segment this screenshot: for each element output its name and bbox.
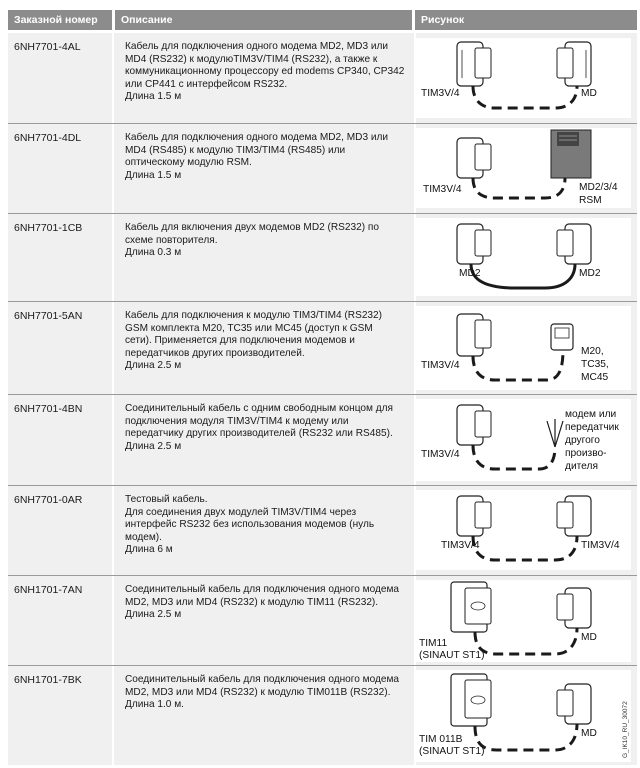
cable-picture: [415, 580, 631, 662]
right-label-4: произво-: [565, 448, 607, 459]
header-description: Описание: [115, 10, 412, 30]
connector-right-icon: [557, 588, 591, 628]
connector-left-icon: [457, 224, 491, 264]
description: Кабель для подключения к модулю TIM3/TIM4 (RS232) GSM комплекта M20, TC35 или MC45 (доступ к GSM сети). Применяется для подключения модемов и передатчиков других производителей. Длина 2.5 м: [125, 310, 383, 372]
right-label: модем или: [565, 409, 617, 420]
cable-line: [473, 536, 577, 560]
order-number: 6NH7701-4BN: [14, 403, 83, 415]
cable-picture: [415, 38, 631, 118]
order-number: 6NH1701-7BK: [14, 674, 82, 686]
cable-picture: [415, 399, 631, 481]
description: Кабель для подключения одного модема MD2, MD3 или MD4 (RS485) к модулю TIM3/TIM4 (RS485) или оптическому модулю RSM. Длина 1.5 м: [125, 132, 389, 181]
left-label: MD2: [459, 268, 481, 279]
description: Соединительный кабель для подключения одного модема MD2, MD3 или MD4 (RS232) к модулю TIM011B (RS232). Длина 1.0 м.: [125, 674, 400, 711]
right-label: MD: [581, 728, 597, 739]
cable-line: [473, 445, 555, 469]
right-label-2: TC35,: [581, 359, 609, 370]
cable-picture: [415, 128, 631, 208]
connector-left-icon: [457, 314, 491, 356]
description: Соединительный кабель для подключения одного модема MD2, MD3 или MD4 (RS232) к модулю TIM11 (RS232). Длина 2.5 м: [125, 584, 400, 621]
order-number: 6NH7701-1CB: [14, 222, 83, 234]
cable-line: [475, 724, 577, 750]
right-label-3: другого: [565, 435, 600, 446]
left-label: TIM11: [419, 638, 448, 649]
connector-right-icon: [557, 42, 591, 86]
order-number: 6NH7701-0AR: [14, 494, 83, 506]
cable-picture: [415, 218, 631, 296]
cable-line: [473, 86, 577, 108]
left-label-2: (SINAUT ST1): [419, 746, 485, 757]
order-number: 6NH7701-5AN: [14, 310, 83, 322]
right-label: MD2: [579, 268, 601, 279]
description: Кабель для включения двух модемов MD2 (RS232) по схеме повторителя. Длина 0.3 м: [125, 222, 379, 259]
connector-left-icon: [457, 405, 491, 445]
order-number: 6NH7701-4AL: [14, 41, 81, 53]
description: Соединительный кабель с одним свободным концом для подключения модуля TIM3V/TIM4 к модему или передатчику других производителей (RS232 или RS485). Длина 2.5 м: [125, 403, 394, 452]
cable-line: [475, 628, 577, 654]
order-number: 6NH7701-4DL: [14, 132, 82, 144]
left-label: TIM3V/4: [421, 449, 460, 460]
right-label: MD: [581, 632, 597, 643]
left-label: TIM 011B: [419, 734, 463, 745]
side-code-text: G_IK10_RU_30072: [622, 701, 629, 758]
right-label: M20,: [581, 346, 604, 357]
header-order-number: Заказной номер: [8, 10, 112, 30]
cable-line: [473, 178, 565, 198]
connector-right-icon: [557, 496, 591, 536]
right-label: TIM3V/4: [581, 540, 620, 551]
cable-line: [473, 350, 563, 380]
connector-right-icon: [557, 684, 591, 724]
connector-left-icon: [457, 496, 491, 536]
cable-picture: [415, 490, 631, 570]
header-picture: Рисунок: [415, 10, 637, 30]
right-label-5: дителя: [565, 461, 598, 472]
connector-left-icon: [457, 138, 491, 178]
right-label-3: MC45: [581, 372, 609, 383]
left-label: TIM3V/4: [423, 184, 462, 195]
right-label-2: передатчик: [565, 422, 619, 433]
cable-line: [471, 264, 575, 288]
description: Кабель для подключения одного модема MD2, MD3 или MD4 (RS232) к модулюTIM3V/TIM4 (RS232), а также к коммуникационному процессору ed modems CP340, CP342 или CP441 с интерфейсом RS232. Длина 1.5 м: [125, 41, 405, 103]
description: Тестовый кабель. Для соединения двух модулей TIM3V/TIM4 через интерфейс RS232 без использования модемов (нуль модем). Длина 6 м: [125, 494, 375, 556]
cable-picture: [415, 306, 631, 390]
rsm-module-icon: [551, 130, 591, 178]
left-label: TIM3V/4: [421, 88, 460, 99]
left-label: TIM3V/4: [441, 540, 480, 551]
tim11-connector-icon: [451, 582, 491, 632]
connector-left-icon: [457, 42, 491, 86]
gsm-plug-icon: [551, 324, 573, 350]
right-label-2: RSM: [579, 195, 602, 206]
connector-right-icon: [557, 224, 591, 264]
left-label: TIM3V/4: [421, 360, 460, 371]
right-label: MD: [581, 88, 597, 99]
cable-picture: [415, 670, 631, 762]
order-number: 6NH1701-7AN: [14, 584, 83, 596]
tim011b-connector-icon: [451, 674, 491, 726]
right-label: MD2/3/4: [579, 182, 618, 193]
left-label-2: (SINAUT ST1): [419, 650, 485, 661]
free-wire-ends-icon: [547, 419, 563, 447]
side-code: [618, 678, 630, 760]
